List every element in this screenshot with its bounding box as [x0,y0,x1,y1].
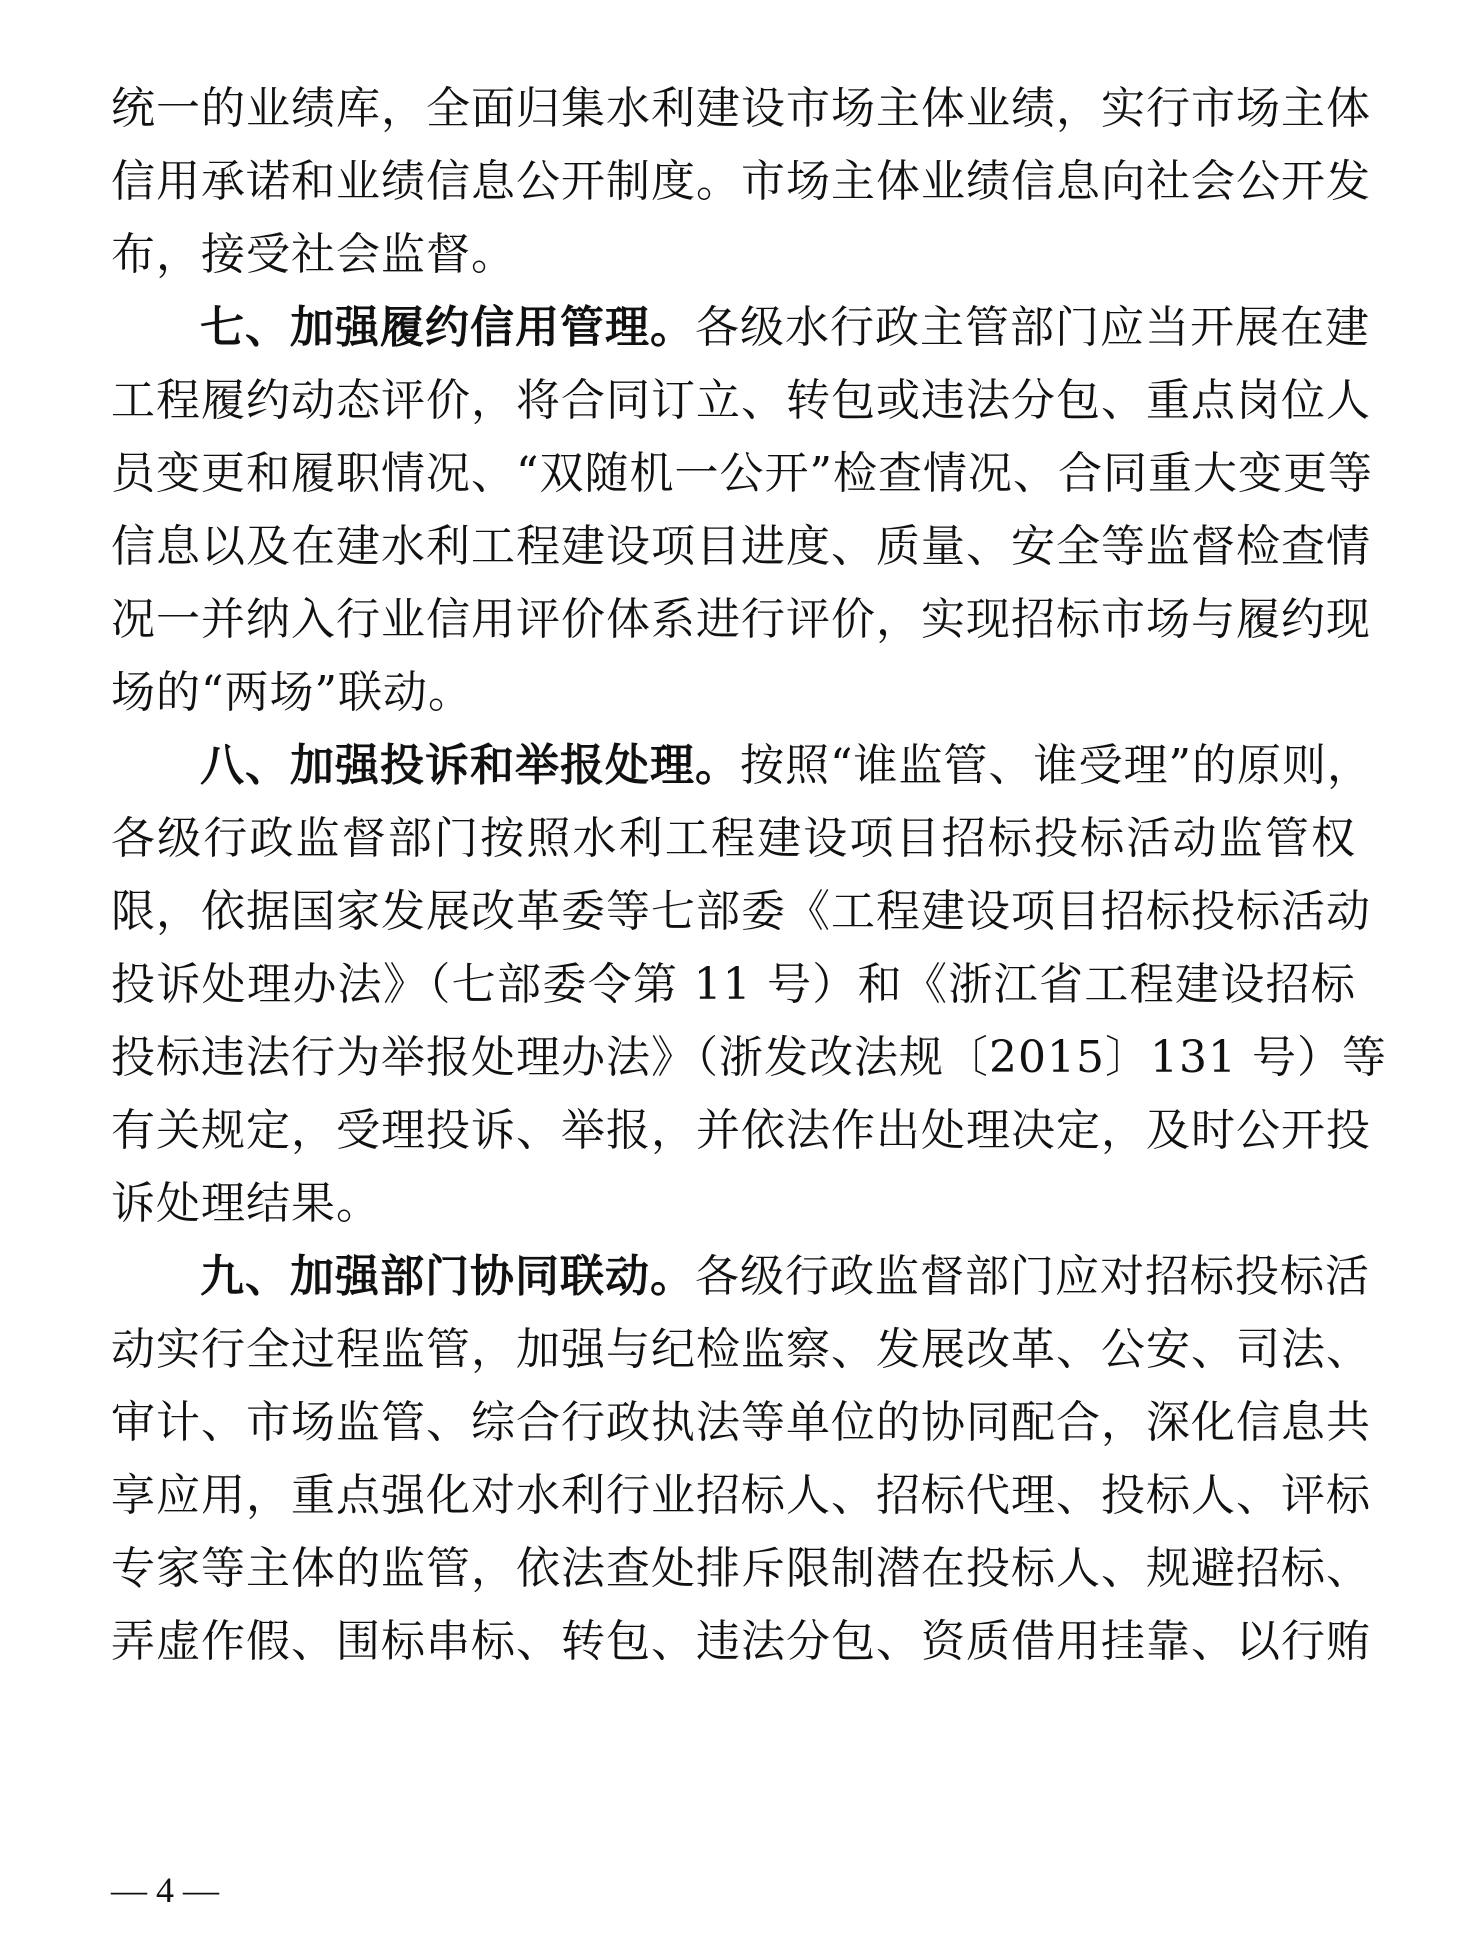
section-8-text: 按照“谁监管、谁受理”的原则， [740,740,1372,791]
section-9-heading: 九、加强部门协同联动。 [200,1251,695,1302]
body-line: 弄虚作假、围标串标、转包、违法分包、资质借用挂靠、以行贿 [111,1616,1371,1667]
body-line: 审计、市场监管、综合行政执法等单位的协同配合，深化信息共 [111,1397,1371,1448]
section-7-heading: 七、加强履约信用管理。 [200,302,695,353]
body-line: 有关规定，受理投诉、举报，并依法作出处理决定，及时公开投 [111,1105,1371,1156]
body-line: 投诉处理办法》（七部委令第 11 号）和《浙江省工程建设招标 [111,959,1356,1010]
body-line: 员变更和履职情况、“双随机一公开”检查情况、合同重大变更等 [111,448,1373,499]
section-9-text: 各级行政监督部门应对招标投标活 [695,1251,1370,1302]
section-8-heading: 八、加强投诉和举报处理。 [200,740,740,791]
body-line: 各级行政监督部门按照水利工程建设项目招标投标活动监管权 [111,813,1356,864]
page-number: — 4 — [111,1870,219,1910]
section-7-text: 各级水行政主管部门应当开展在建 [695,302,1370,353]
body-line: 工程履约动态评价，将合同订立、转包或违法分包、重点岗位人 [111,375,1371,426]
body-line: 投标违法行为举报处理办法》（浙发改法规〔2015〕131 号）等 [111,1032,1387,1083]
body-line: 信用承诺和业绩信息公开制度。市场主体业绩信息向社会公开发 [111,156,1371,207]
body-line: 享应用，重点强化对水利行业招标人、招标代理、投标人、评标 [111,1470,1371,1521]
body-line: 限，依据国家发展改革委等七部委《工程建设项目招标投标活动 [111,886,1371,937]
body-line: 统一的业绩库，全面归集水利建设市场主体业绩，实行市场主体 [111,83,1371,134]
body-line: 专家等主体的监管，依法查处排斥限制潜在投标人、规避招标、 [111,1543,1371,1594]
body-line: 动实行全过程监管，加强与纪检监察、发展改革、公安、司法、 [111,1324,1371,1375]
body-line: 场的“两场”联动。 [111,667,473,718]
body-line: 诉处理结果。 [111,1178,381,1229]
body-line: 况一并纳入行业信用评价体系进行评价，实现招标市场与履约现 [111,594,1371,645]
body-line: 信息以及在建水利工程建设项目进度、质量、安全等监督检查情 [111,521,1371,572]
body-line: 布，接受社会监督。 [111,229,516,280]
